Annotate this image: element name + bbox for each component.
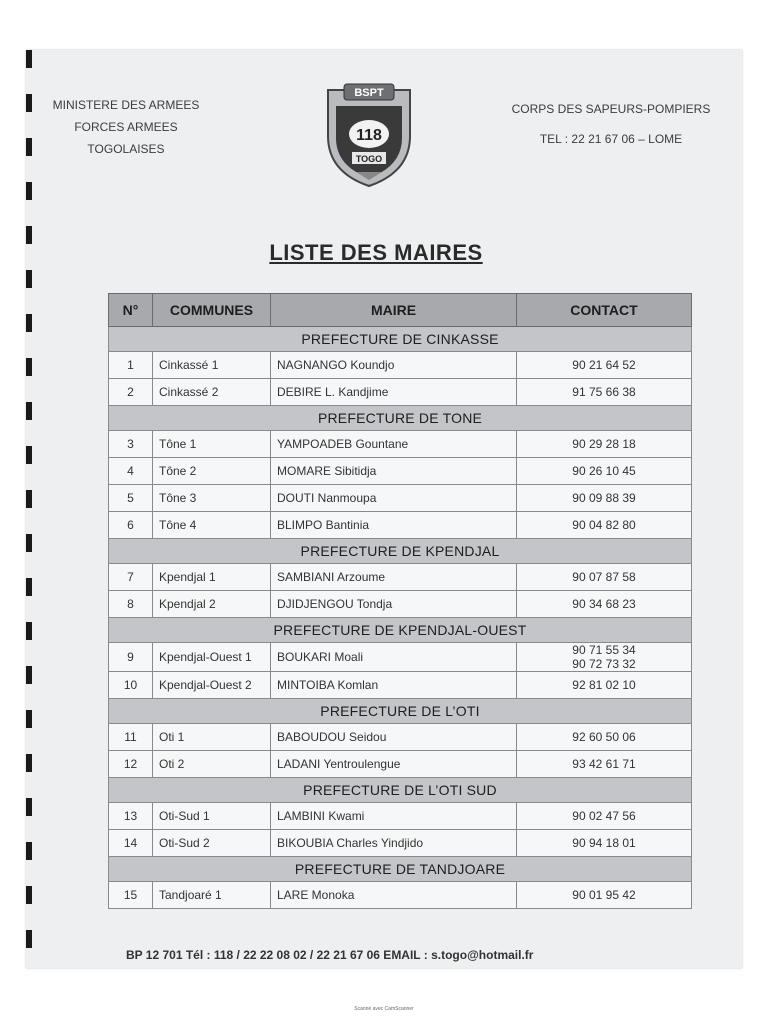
bspt-emblem-icon	[322, 80, 416, 190]
contact-cell: 90 29 28 18	[517, 431, 692, 458]
row-number: 1	[109, 352, 153, 379]
ministry-line: FORCES ARMEES	[74, 120, 178, 134]
mayors-table	[108, 293, 692, 909]
prefecture-row	[109, 406, 692, 431]
mayor-cell: BLIMPO Bantinia	[271, 512, 517, 539]
column-header-commune: COMMUNES	[153, 294, 271, 327]
contact-cell: 90 21 64 52	[517, 352, 692, 379]
commune-cell: Tône 4	[153, 512, 271, 539]
commune-cell: Tône 3	[153, 485, 271, 512]
commune-cell: Oti 1	[153, 724, 271, 751]
row-number: 2	[109, 379, 153, 406]
mayor-cell: SAMBIANI Arzoume	[271, 564, 517, 591]
mayor-cell: LAMBINI Kwami	[271, 803, 517, 830]
prefecture-label: PREFECTURE DE TANDJOARE	[109, 857, 692, 882]
table-row	[109, 458, 692, 485]
prefecture-label: PREFECTURE DE TONE	[109, 406, 692, 431]
row-number: 13	[109, 803, 153, 830]
mayor-cell: BABOUDOU Seidou	[271, 724, 517, 751]
table-row	[109, 512, 692, 539]
contact-cell	[517, 643, 692, 672]
corps-name: CORPS DES SAPEURS-POMPIERS	[511, 102, 711, 116]
scan-watermark: Scanné avec CamScanner	[354, 1006, 414, 1012]
mayor-cell: NAGNANGO Koundjo	[271, 352, 517, 379]
contact-cell: 90 07 87 58	[517, 564, 692, 591]
footer-contact-line: BP 12 701 Tél : 118 / 22 22 08 02 / 22 21 67 06 EMAIL : s.togo@hotmail.fr	[126, 948, 534, 962]
row-number: 7	[109, 564, 153, 591]
contact-phone-secondary: 90 72 73 32	[572, 657, 636, 671]
contact-cell: 90 04 82 80	[517, 512, 692, 539]
table-row	[109, 803, 692, 830]
row-number: 4	[109, 458, 153, 485]
row-number: 10	[109, 672, 153, 699]
table-row	[109, 724, 692, 751]
row-number: 8	[109, 591, 153, 618]
prefecture-label: PREFECTURE DE KPENDJAL-OUEST	[109, 618, 692, 643]
contact-cell: 92 60 50 06	[517, 724, 692, 751]
mayor-cell: MINTOIBA Komlan	[271, 672, 517, 699]
row-number: 11	[109, 724, 153, 751]
table-row	[109, 485, 692, 512]
row-number: 5	[109, 485, 153, 512]
column-header-mayor: MAIRE	[271, 294, 517, 327]
ministry-line: MINISTERE DES ARMEES	[52, 98, 200, 112]
contact-cell: 90 01 95 42	[517, 882, 692, 909]
commune-cell: Cinkassé 1	[153, 352, 271, 379]
table-row	[109, 564, 692, 591]
mayor-cell: YAMPOADEB Gountane	[271, 431, 517, 458]
contact-cell: 91 75 66 38	[517, 379, 692, 406]
mayor-cell: DEBIRE L. Kandjime	[271, 379, 517, 406]
table-row	[109, 672, 692, 699]
row-number: 6	[109, 512, 153, 539]
commune-cell: Tône 2	[153, 458, 271, 485]
ministry-line: TOGOLAISES	[87, 142, 165, 156]
prefecture-label: PREFECTURE DE L’OTI	[109, 699, 692, 724]
row-number: 15	[109, 882, 153, 909]
prefecture-row	[109, 618, 692, 643]
prefecture-row	[109, 539, 692, 564]
mayor-cell: DOUTI Nanmoupa	[271, 485, 517, 512]
commune-cell: Kpendjal-Ouest 1	[153, 643, 271, 672]
contact-cell: 90 09 88 39	[517, 485, 692, 512]
table-row	[109, 352, 692, 379]
emblem-number: 118	[356, 127, 382, 144]
contact-cell: 93 42 61 71	[517, 751, 692, 778]
commune-cell: Tône 1	[153, 431, 271, 458]
ministry-header	[46, 94, 206, 160]
contact-cell: 90 94 18 01	[517, 830, 692, 857]
mayor-cell: MOMARE Sibitidja	[271, 458, 517, 485]
document-page	[26, 50, 742, 968]
prefecture-row	[109, 778, 692, 803]
row-number: 14	[109, 830, 153, 857]
prefecture-row	[109, 327, 692, 352]
table-row	[109, 379, 692, 406]
commune-cell: Oti-Sud 2	[153, 830, 271, 857]
contact-cell: 92 81 02 10	[517, 672, 692, 699]
commune-cell: Oti 2	[153, 751, 271, 778]
row-number: 9	[109, 643, 153, 672]
table-header-row	[109, 294, 692, 327]
prefecture-row	[109, 857, 692, 882]
table-row	[109, 830, 692, 857]
commune-cell: Kpendjal-Ouest 2	[153, 672, 271, 699]
contact-cell: 90 34 68 23	[517, 591, 692, 618]
column-header-contact: CONTACT	[517, 294, 692, 327]
commune-cell: Tandjoaré 1	[153, 882, 271, 909]
emblem-top-text: BSPT	[354, 87, 384, 99]
contact-phone: 90 71 55 34	[572, 643, 636, 657]
prefecture-label: PREFECTURE DE KPENDJAL	[109, 539, 692, 564]
spiral-binding	[26, 50, 32, 968]
table-row	[109, 643, 692, 672]
prefecture-label: PREFECTURE DE CINKASSE	[109, 327, 692, 352]
row-number: 3	[109, 431, 153, 458]
commune-cell: Kpendjal 1	[153, 564, 271, 591]
corps-phone: TEL : 22 21 67 06 – LOME	[539, 132, 683, 146]
contact-cell: 90 02 47 56	[517, 803, 692, 830]
commune-cell: Cinkassé 2	[153, 379, 271, 406]
mayor-cell: LARE Monoka	[271, 882, 517, 909]
emblem-bottom-text: TOGO	[355, 154, 383, 164]
table-row	[109, 591, 692, 618]
row-number: 12	[109, 751, 153, 778]
column-header-number: N°	[109, 294, 153, 327]
prefecture-row	[109, 699, 692, 724]
table-row	[109, 431, 692, 458]
mayor-cell: LADANI Yentroulengue	[271, 751, 517, 778]
fire-corps-header	[506, 94, 716, 154]
page-title: LISTE DES MAIRES	[269, 240, 483, 265]
mayor-cell: BOUKARI Moali	[271, 643, 517, 672]
mayor-cell: BIKOUBIA Charles Yindjido	[271, 830, 517, 857]
mayor-cell: DJIDJENGOU Tondja	[271, 591, 517, 618]
table-row	[109, 751, 692, 778]
prefecture-label: PREFECTURE DE L’OTI SUD	[109, 778, 692, 803]
commune-cell: Kpendjal 2	[153, 591, 271, 618]
commune-cell: Oti-Sud 1	[153, 803, 271, 830]
table-row	[109, 882, 692, 909]
contact-cell: 90 26 10 45	[517, 458, 692, 485]
